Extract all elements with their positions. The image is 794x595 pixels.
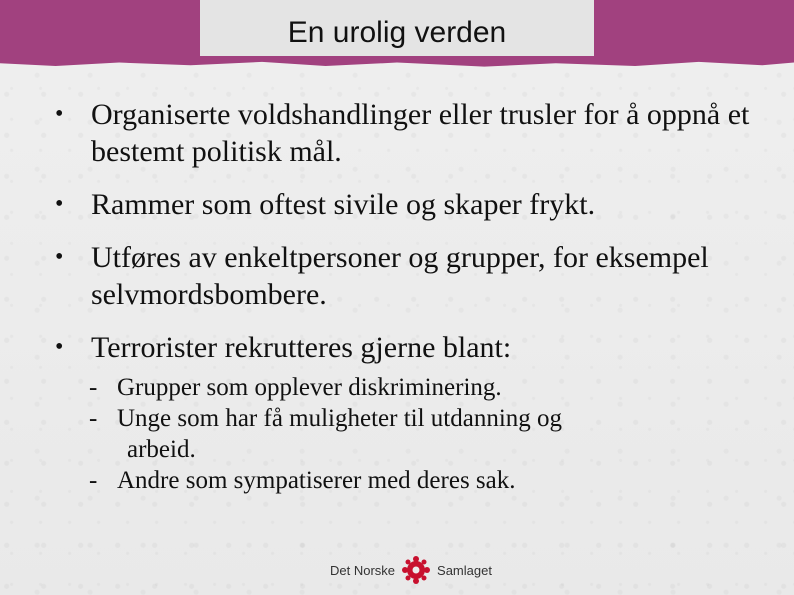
sub-text: Grupper som opplever diskriminering. bbox=[117, 374, 502, 401]
slide-title: En urolig verden bbox=[287, 16, 507, 49]
sub-list-item bbox=[89, 372, 775, 403]
sub-dash: - bbox=[89, 374, 98, 401]
sub-text: Unge som har få muligheter til utdanning og bbox=[117, 405, 563, 432]
sub-list-item bbox=[89, 465, 775, 496]
sub-dash bbox=[89, 434, 117, 465]
sub-list-item-continuation bbox=[89, 434, 775, 465]
bullet-item bbox=[55, 186, 775, 223]
bullet-item bbox=[55, 96, 775, 170]
bullet-dot: • bbox=[55, 334, 64, 360]
sub-text: arbeid. bbox=[127, 436, 196, 463]
logo-text-right: Samlaget bbox=[437, 562, 492, 578]
sub-list-item bbox=[89, 403, 775, 434]
logo-text-left: Det Norske bbox=[330, 562, 396, 578]
bullet-text: Organiserte voldshandlinger eller trusler for å oppnå et bestemt politisk mål. bbox=[91, 98, 750, 168]
bullet-dot: • bbox=[55, 244, 64, 270]
sub-dash: - bbox=[89, 467, 98, 494]
slide-content bbox=[55, 96, 775, 496]
logo-emblem-icon bbox=[401, 555, 431, 585]
bullet-dot: • bbox=[55, 191, 64, 217]
bullet-dot: • bbox=[55, 101, 64, 127]
bullet-text: Rammer som oftest sivile og skaper frykt. bbox=[91, 188, 596, 221]
bullet-item bbox=[55, 329, 775, 366]
title-box bbox=[200, 0, 594, 56]
publisher-logo bbox=[330, 553, 492, 587]
bullet-text: Utføres av enkeltpersoner og grupper, for eksempel selvmordsbombere. bbox=[91, 241, 709, 311]
sub-dash: - bbox=[89, 405, 98, 432]
bullet-text: Terrorister rekrutteres gjerne blant: bbox=[91, 331, 512, 364]
sub-text: Andre som sympatiserer med deres sak. bbox=[117, 467, 516, 494]
sub-list bbox=[89, 372, 775, 496]
bullet-item bbox=[55, 239, 775, 313]
